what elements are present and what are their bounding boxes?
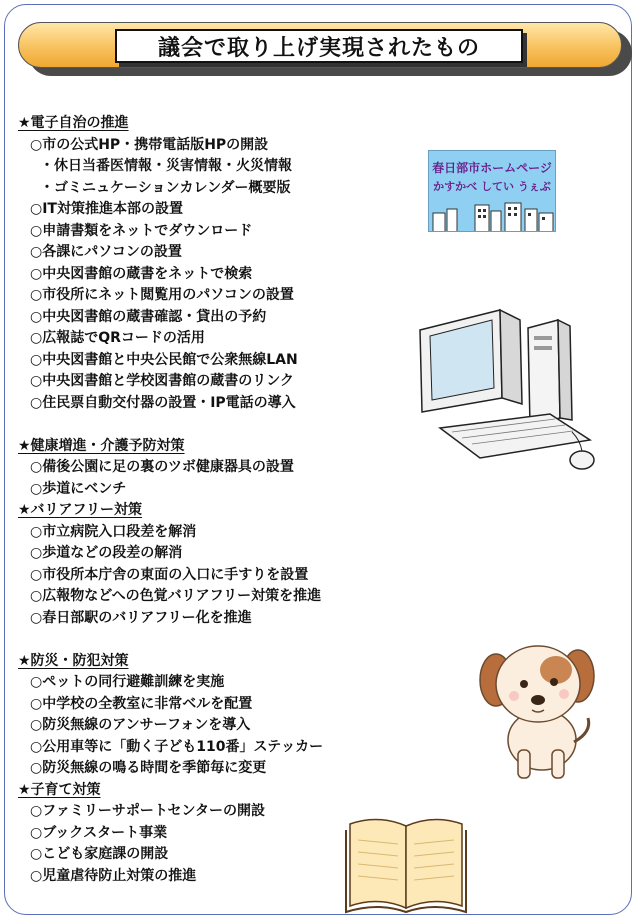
homepage-banner-line2: かすかべ してい うぇぶ <box>433 180 551 193</box>
homepage-banner-line1: 春日部市ホームページ <box>432 161 552 175</box>
list-item: ○中央図書館の蔵書をネットで検索 <box>30 265 253 282</box>
open-book-icon <box>342 808 470 914</box>
title-box <box>115 29 523 63</box>
list-item: ○住民票自動交付器の設置・IP電話の導入 <box>30 394 296 411</box>
list-item: ○広報誌でQRコードの活用 <box>30 330 205 346</box>
section-heading: ★電子自治の推進 <box>18 115 129 131</box>
sub-item: ・休日当番医情報・災害情報・火災情報 <box>40 158 292 174</box>
achievement-list <box>18 113 398 887</box>
spacer <box>18 629 398 651</box>
list-item: ○備後公園に足の裏のツボ健康器具の設置 <box>30 459 294 475</box>
list-item: ○歩道などの段差の解消 <box>30 545 183 561</box>
list-item: ○児童虐待防止対策の推進 <box>30 867 197 884</box>
list-item: ○申請書類をネットでダウンロード <box>30 222 253 239</box>
list-item: ○市立病院入口段差を解消 <box>30 523 197 540</box>
section-heading: ★バリアフリー対策 <box>18 502 142 518</box>
list-item: ○こども家庭課の開設 <box>30 846 169 862</box>
list-item: ○ペットの同行避難訓練を実施 <box>30 674 225 690</box>
section-heading: ★子育て対策 <box>18 781 101 798</box>
list-item: ○防災無線の鳴る時間を季節毎に変更 <box>30 760 267 776</box>
city-skyline-icon <box>429 151 556 232</box>
list-item: ○中学校の全教室に非常ベルを配置 <box>30 695 253 712</box>
sub-item: ・ゴミニュケーションカレンダー概要版 <box>40 179 291 196</box>
list-item: ○中央図書館と学校図書館の蔵書のリンク <box>30 373 294 389</box>
list-item: ○市の公式HP・携帯電話版HPの開設 <box>30 136 269 153</box>
dog-icon <box>470 632 610 782</box>
list-item: ○市役所にネット閲覧用のパソコンの設置 <box>30 287 294 303</box>
section-heading: ★健康増進・介護予防対策 <box>18 437 185 454</box>
list-item: ○中央図書館の蔵書確認・貸出の予約 <box>30 308 267 325</box>
list-item: ○歩道にベンチ <box>30 480 127 497</box>
list-item: ○公用車等に「動く子ども110番」ステッカー <box>30 738 324 755</box>
section-heading: ★防災・防犯対策 <box>18 652 129 669</box>
list-item: ○中央図書館と中央公民館で公衆無線LAN <box>30 351 298 368</box>
page-title: 議会で取り上げ実現されたもの <box>157 35 480 61</box>
spacer <box>18 414 398 436</box>
list-item: ○防災無線のアンサーフォンを導入 <box>30 717 251 733</box>
homepage-banner-image <box>428 150 556 232</box>
list-item: ○広報物などへの色覚バリアフリー対策を推進 <box>30 588 322 604</box>
list-item: ○市役所本庁舎の東面の入口に手すりを設置 <box>30 566 309 583</box>
list-item: ○ブックスタート事業 <box>30 824 168 841</box>
list-item: ○春日部駅のバリアフリー化を推進 <box>30 609 252 626</box>
list-item: ○IT対策推進本部の設置 <box>30 201 183 217</box>
list-item: ○各課にパソコンの設置 <box>30 244 182 260</box>
list-item: ○ファミリーサポートセンターの開設 <box>30 803 265 819</box>
computer-icon <box>410 300 610 480</box>
